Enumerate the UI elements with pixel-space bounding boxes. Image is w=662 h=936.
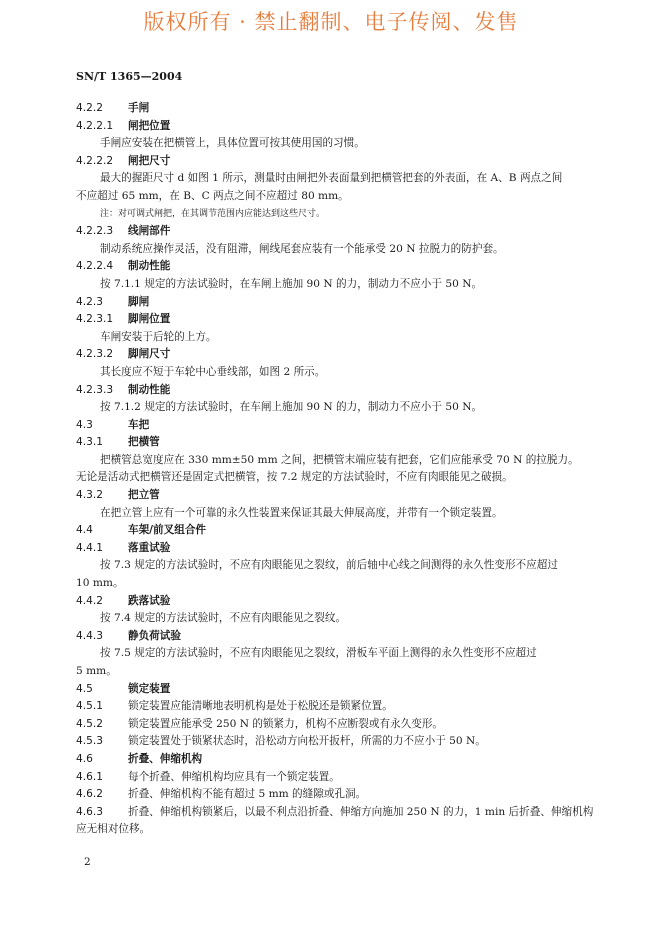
section-number: 4.4.3 — [76, 629, 103, 642]
section-heading — [76, 118, 596, 136]
section-heading — [76, 346, 596, 364]
document-body — [76, 100, 596, 839]
paragraph-line: 5 mm。 — [76, 665, 117, 677]
section-title: 脚闸位置 — [128, 313, 171, 326]
section-title: 把横管 — [128, 436, 160, 449]
paragraph-line: 在把立管上应有一个可靠的永久性装置来保证其最大伸展高度，并带有一个锁定装置。 — [100, 506, 503, 519]
section-title: 折叠、伸缩机构 — [128, 752, 203, 765]
paragraph-line: 车闸安装于后轮的上方。 — [100, 330, 217, 343]
clause-text: 折叠、伸缩机构锁紧后，以最不利点沿折叠、伸缩方向施加 250 N 的力，1 min 后折叠、伸缩机构 — [128, 805, 594, 818]
section-title: 脚闸 — [128, 295, 150, 308]
paragraph-line: 按 7.5 规定的方法试验时，不应有肉眼能见之裂纹，滑板车平面上测得的永久性变形不应超过 — [100, 647, 537, 660]
section-title: 跌落试验 — [128, 594, 171, 607]
section-heading — [76, 311, 596, 329]
section-number: 4.4.2 — [76, 594, 103, 607]
section-heading — [76, 100, 596, 118]
section-number: 4.5.1 — [76, 700, 103, 713]
clause-text: 锁定装置应能清晰地表明机构是处于松脱还是锁紧位置。 — [128, 700, 393, 713]
section-number: 4.6 — [76, 752, 93, 765]
section-heading — [76, 593, 596, 611]
section-heading — [76, 681, 596, 699]
paragraph-line: 按 7.1.1 规定的方法试验时，在车闸上施加 90 N 的力，制动力不应小于 50 N。 — [100, 277, 483, 290]
numbered-clause — [76, 804, 596, 822]
section-title: 手闸 — [128, 102, 150, 114]
section-title: 车架/前叉组合件 — [128, 524, 207, 537]
paragraph-line: 按 7.4 规定的方法试验时，不应有肉眼能见之裂纹。 — [100, 612, 347, 625]
section-title: 制动性能 — [128, 383, 171, 396]
paragraph-line: 把横管总宽度应在 330 mm±50 mm 之间，把横管末端应装有把套，它们应能承受 70 N 的拉脱力。 — [100, 453, 579, 466]
section-heading — [76, 382, 596, 400]
clause-text: 锁定装置处于锁紧状态时，沿松动方向松开扳杆，所需的力不应小于 50 N。 — [128, 735, 486, 748]
numbered-clause — [76, 698, 596, 716]
section-title: 制动性能 — [128, 260, 171, 273]
paragraph-line: 无论是活动式把横管还是固定式把横管，按 7.2 规定的方法试验时，不应有肉眼能见之破损。 — [76, 471, 513, 484]
section-heading — [76, 417, 596, 435]
section-number: 4.4.1 — [76, 541, 103, 554]
section-number: 4.6.2 — [76, 788, 103, 801]
numbered-clause — [76, 733, 596, 751]
section-number: 4.2.2.4 — [76, 260, 114, 273]
section-heading — [76, 487, 596, 505]
section-number: 4.5.3 — [76, 735, 103, 748]
section-number: 4.2.3 — [76, 295, 103, 308]
section-heading — [76, 751, 596, 769]
section-number: 4.2.2.2 — [76, 154, 114, 167]
section-heading — [76, 522, 596, 540]
section-number: 4.2.2.3 — [76, 225, 114, 238]
numbered-clause — [76, 769, 596, 787]
section-number: 4.2.3.1 — [76, 313, 114, 326]
section-number: 4.6.3 — [76, 805, 103, 818]
paragraph-line: 按 7.3 规定的方法试验时，不应有肉眼能见之裂纹，前后轴中心线之间测得的永久性变形不应超过 — [100, 559, 558, 572]
section-number: 4.3.1 — [76, 436, 103, 449]
paragraph-line: 手闸应安装在把横管上，具体位置可按其使用国的习惯。 — [100, 137, 365, 150]
section-heading — [76, 434, 596, 452]
section-title: 把立管 — [128, 489, 160, 502]
section-title: 闸把尺寸 — [128, 154, 171, 167]
paragraph-line: 应无相对位移。 — [76, 823, 151, 836]
paragraph-line: 按 7.1.2 规定的方法试验时，在车闸上施加 90 N 的力，制动力不应小于 50 N。 — [100, 401, 483, 414]
clause-text: 每个折叠、伸缩机构均应具有一个锁定装置。 — [128, 770, 340, 783]
section-heading — [76, 628, 596, 646]
section-number: 4.3 — [76, 418, 93, 431]
section-number: 4.3.2 — [76, 489, 103, 502]
section-number: 4.2.3.3 — [76, 383, 114, 396]
section-title: 落重试验 — [128, 541, 171, 554]
numbered-clause — [76, 786, 596, 804]
section-heading — [76, 294, 596, 312]
section-heading — [76, 153, 596, 171]
paragraph-line: 最大的握距尺寸 d 如图 1 所示，测量时由闸把外表面量到把横管把套的外表面，在 A、B 两点之间 — [100, 172, 563, 185]
section-number: 4.5 — [76, 682, 93, 695]
section-heading — [76, 540, 596, 558]
section-number: 4.2.3.2 — [76, 348, 114, 361]
note-text: 注：对可调式闸把，在其调节范围内应能达到这些尺寸。 — [100, 208, 326, 219]
section-title: 线闸部件 — [128, 225, 171, 238]
section-title: 车把 — [128, 418, 150, 431]
section-title: 闸把位置 — [128, 119, 171, 132]
paragraph-line: 不应超过 65 mm，在 B、C 两点之间不应超过 80 mm。 — [76, 189, 349, 202]
section-title: 静负荷试验 — [128, 629, 181, 642]
section-heading — [76, 223, 596, 241]
clause-text: 锁定装置应能承受 250 N 的锁紧力，机构不应断裂或有永久变形。 — [128, 717, 444, 730]
paragraph-line: 其长度应不短于车轮中心垂线部，如图 2 所示。 — [100, 365, 326, 378]
numbered-clause — [76, 716, 596, 734]
paragraph-line: 制动系统应操作灵活，没有阻滞，闸线尾套应装有一个能承受 20 N 拉脱力的防护套。 — [100, 242, 504, 255]
paragraph-line: 10 mm。 — [76, 577, 124, 590]
section-number: 4.2.2 — [76, 102, 103, 114]
clause-text: 折叠、伸缩机构不能有超过 5 mm 的缝隙或孔洞。 — [128, 788, 367, 801]
section-number: 4.4 — [76, 524, 93, 537]
section-number: 4.2.2.1 — [76, 119, 114, 132]
section-number: 4.6.1 — [76, 770, 103, 783]
section-title: 锁定装置 — [128, 682, 171, 695]
copyright-watermark: 版权所有 · 禁止翻制、电子传阅、发售 — [143, 10, 519, 34]
standard-code: SN/T 1365—2004 — [76, 70, 183, 83]
section-heading — [76, 258, 596, 276]
section-number: 4.5.2 — [76, 717, 103, 730]
page-number: 2 — [84, 856, 91, 868]
section-title: 脚闸尺寸 — [128, 348, 171, 361]
